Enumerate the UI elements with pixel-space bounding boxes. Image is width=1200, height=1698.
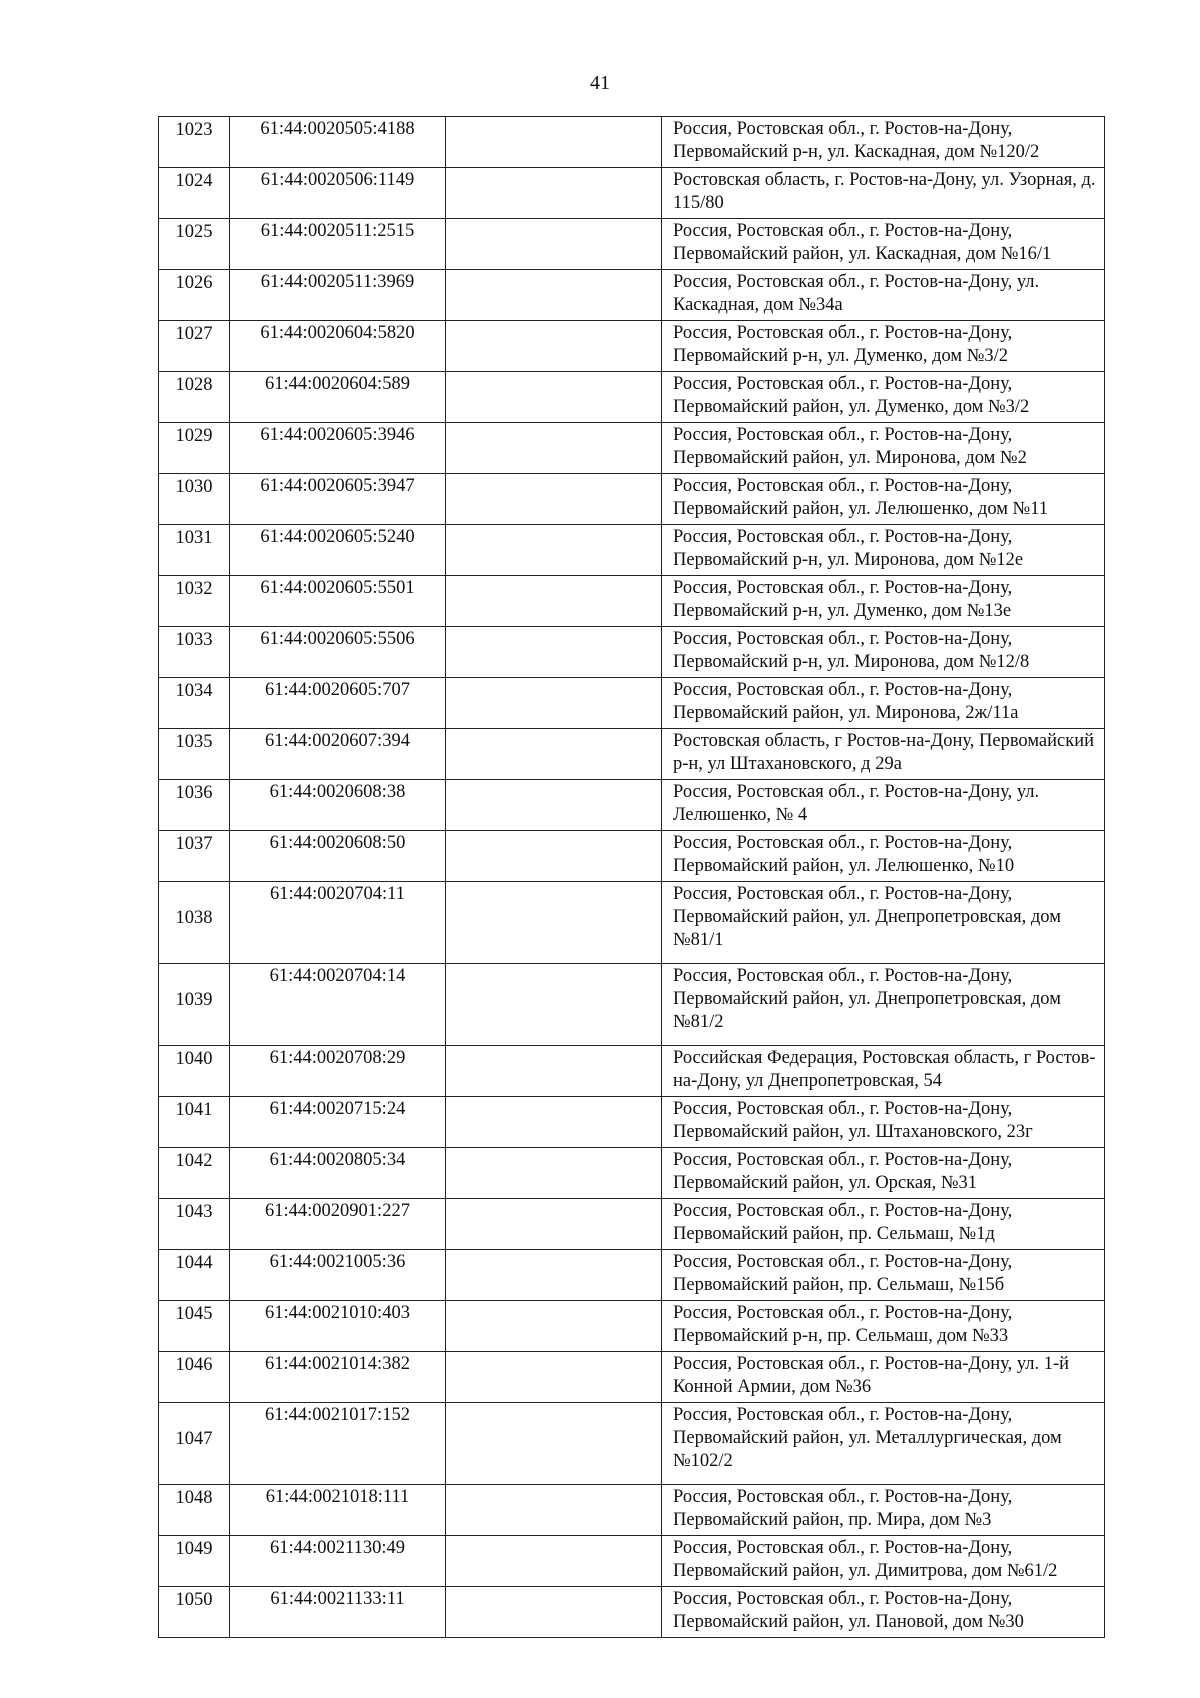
cadastral-number-cell: 61:44:0020708:29: [230, 1046, 446, 1097]
empty-cell: [446, 729, 662, 780]
address-cell: Россия, Ростовская обл., г. Ростов-на-Дону, Первомайский район, пр. Мира, дом №3: [662, 1485, 1105, 1536]
table-row: [159, 882, 1105, 964]
empty-cell: [446, 525, 662, 576]
row-number-cell: 1033: [159, 627, 230, 678]
row-number-cell: 1028: [159, 372, 230, 423]
cadastral-number-cell: 61:44:0020605:5506: [230, 627, 446, 678]
cadastral-number-cell: 61:44:0020607:394: [230, 729, 446, 780]
address-cell: Россия, Ростовская обл., г. Ростов-на-Дону, Первомайский район, ул. Миронова, дом №2: [662, 423, 1105, 474]
table-row: [159, 964, 1105, 1046]
cadastral-number-cell: 61:44:0020605:707: [230, 678, 446, 729]
address-cell: Ростовская область, г Ростов-на-Дону, Первомайский р-н, ул Штахановского, д 29а: [662, 729, 1105, 780]
cadastral-number-cell: 61:44:0020715:24: [230, 1097, 446, 1148]
empty-cell: [446, 1587, 662, 1638]
table-row: [159, 831, 1105, 882]
empty-cell: [446, 423, 662, 474]
table-row: [159, 270, 1105, 321]
address-cell: Россия, Ростовская обл., г. Ростов-на-Дону, Первомайский район, ул. Димитрова, дом №61/2: [662, 1536, 1105, 1587]
table-row: [159, 1199, 1105, 1250]
table-row: [159, 1403, 1105, 1485]
row-number-cell: 1023: [159, 117, 230, 168]
address-cell: Россия, Ростовская обл., г. Ростов-на-Дону, Первомайский р-н, ул. Миронова, дом №12е: [662, 525, 1105, 576]
row-number-cell: 1043: [159, 1199, 230, 1250]
empty-cell: [446, 1046, 662, 1097]
empty-cell: [446, 1199, 662, 1250]
cadastral-number-cell: 61:44:0021133:11: [230, 1587, 446, 1638]
row-number-cell: 1030: [159, 474, 230, 525]
empty-cell: [446, 576, 662, 627]
cadastral-number-cell: 61:44:0021018:111: [230, 1485, 446, 1536]
row-number-cell: 1032: [159, 576, 230, 627]
cadastral-number-cell: 61:44:0021017:152: [230, 1403, 446, 1485]
table-row: [159, 1485, 1105, 1536]
row-number-cell: 1042: [159, 1148, 230, 1199]
table-row: [159, 321, 1105, 372]
cadastral-number-cell: 61:44:0020506:1149: [230, 168, 446, 219]
table-row: [159, 1097, 1105, 1148]
address-cell: Россия, Ростовская обл., г. Ростов-на-Дону, Первомайский р-н, ул. Думенко, дом №13е: [662, 576, 1105, 627]
cadastral-number-cell: 61:44:0020605:5240: [230, 525, 446, 576]
table-row: [159, 1352, 1105, 1403]
row-number-cell: 1046: [159, 1352, 230, 1403]
cadastral-number-cell: 61:44:0020608:50: [230, 831, 446, 882]
row-number-cell: 1034: [159, 678, 230, 729]
table-row: [159, 168, 1105, 219]
empty-cell: [446, 474, 662, 525]
row-number-cell: 1040: [159, 1046, 230, 1097]
address-cell: Россия, Ростовская обл., г. Ростов-на-Дону, Первомайский р-н, ул. Миронова, дом №12/8: [662, 627, 1105, 678]
address-cell: Россия, Ростовская обл., г. Ростов-на-Дону, Первомайский район, ул. Орская, №31: [662, 1148, 1105, 1199]
address-cell: Россия, Ростовская обл., г. Ростов-на-Дону, Первомайский район, ул. Штахановского, 23г: [662, 1097, 1105, 1148]
address-cell: Россия, Ростовская обл., г. Ростов-на-Дону, Первомайский район, пр. Сельмаш, №15б: [662, 1250, 1105, 1301]
row-number-cell: 1027: [159, 321, 230, 372]
cadastral-number-cell: 61:44:0021005:36: [230, 1250, 446, 1301]
table-row: [159, 1046, 1105, 1097]
address-cell: Россия, Ростовская обл., г. Ростов-на-Дону, Первомайский район, ул. Лелюшенко, №10: [662, 831, 1105, 882]
address-cell: Россия, Ростовская обл., г. Ростов-на-Дону, Первомайский район, ул. Думенко, дом №3/2: [662, 372, 1105, 423]
cadastral-number-cell: 61:44:0021014:382: [230, 1352, 446, 1403]
row-number-cell: 1038: [159, 882, 230, 964]
cadastral-number-cell: 61:44:0021010:403: [230, 1301, 446, 1352]
address-cell: Россия, Ростовская обл., г. Ростов-на-Дону, Первомайский район, ул. Днепропетровская, дом №81/2: [662, 964, 1105, 1046]
table-row: [159, 1536, 1105, 1587]
empty-cell: [446, 1250, 662, 1301]
cadastral-number-cell: 61:44:0020704:11: [230, 882, 446, 964]
empty-cell: [446, 831, 662, 882]
empty-cell: [446, 1485, 662, 1536]
table-row: [159, 780, 1105, 831]
empty-cell: [446, 678, 662, 729]
table-row: [159, 729, 1105, 780]
empty-cell: [446, 1148, 662, 1199]
address-cell: Россия, Ростовская обл., г. Ростов-на-Дону, Первомайский район, ул. Пановой, дом №30: [662, 1587, 1105, 1638]
address-cell: Российская Федерация, Ростовская область, г Ростов-на-Дону, ул Днепропетровская, 54: [662, 1046, 1105, 1097]
cadastral-number-cell: 61:44:0020605:5501: [230, 576, 446, 627]
empty-cell: [446, 780, 662, 831]
cadastral-number-cell: 61:44:0020605:3946: [230, 423, 446, 474]
empty-cell: [446, 270, 662, 321]
table-body: [159, 117, 1105, 1638]
address-cell: Россия, Ростовская обл., г. Ростов-на-Дону, Первомайский район, ул. Лелюшенко, дом №11: [662, 474, 1105, 525]
row-number-cell: 1031: [159, 525, 230, 576]
cadastral-number-cell: 61:44:0020511:2515: [230, 219, 446, 270]
table-row: [159, 474, 1105, 525]
address-cell: Россия, Ростовская обл., г. Ростов-на-Дону, ул. 1-й Конной Армии, дом №36: [662, 1352, 1105, 1403]
address-cell: Россия, Ростовская обл., г. Ростов-на-Дону, Первомайский район, ул. Миронова, 2ж/11а: [662, 678, 1105, 729]
address-cell: Россия, Ростовская обл., г. Ростов-на-Дону, Первомайский район, пр. Сельмаш, №1д: [662, 1199, 1105, 1250]
row-number-cell: 1025: [159, 219, 230, 270]
row-number-cell: 1024: [159, 168, 230, 219]
address-cell: Россия, Ростовская обл., г. Ростов-на-Дону, Первомайский р-н, ул. Каскадная, дом №120/2: [662, 117, 1105, 168]
empty-cell: [446, 321, 662, 372]
table-row: [159, 372, 1105, 423]
empty-cell: [446, 1301, 662, 1352]
row-number-cell: 1029: [159, 423, 230, 474]
row-number-cell: 1035: [159, 729, 230, 780]
cadastral-number-cell: 61:44:0020608:38: [230, 780, 446, 831]
cadastral-number-cell: 61:44:0020604:589: [230, 372, 446, 423]
table-row: [159, 1587, 1105, 1638]
empty-cell: [446, 627, 662, 678]
table-row: [159, 678, 1105, 729]
address-cell: Россия, Ростовская обл., г. Ростов-на-Дону, ул. Каскадная, дом №34а: [662, 270, 1105, 321]
empty-cell: [446, 1536, 662, 1587]
empty-cell: [446, 882, 662, 964]
empty-cell: [446, 168, 662, 219]
table-row: [159, 1250, 1105, 1301]
row-number-cell: 1048: [159, 1485, 230, 1536]
row-number-cell: 1041: [159, 1097, 230, 1148]
empty-cell: [446, 219, 662, 270]
address-cell: Ростовская область, г. Ростов-на-Дону, ул. Узорная, д. 115/80: [662, 168, 1105, 219]
empty-cell: [446, 372, 662, 423]
cadastral-table: [158, 116, 1105, 1638]
table-row: [159, 219, 1105, 270]
row-number-cell: 1047: [159, 1403, 230, 1485]
cadastral-number-cell: 61:44:0020704:14: [230, 964, 446, 1046]
empty-cell: [446, 117, 662, 168]
address-cell: Россия, Ростовская обл., г. Ростов-на-Дону, Первомайский р-н, пр. Сельмаш, дом №33: [662, 1301, 1105, 1352]
row-number-cell: 1039: [159, 964, 230, 1046]
empty-cell: [446, 1352, 662, 1403]
address-cell: Россия, Ростовская обл., г. Ростов-на-Дону, Первомайский район, ул. Каскадная, дом №16/1: [662, 219, 1105, 270]
table-row: [159, 423, 1105, 474]
table-row: [159, 1301, 1105, 1352]
address-cell: Россия, Ростовская обл., г. Ростов-на-Дону, Первомайский р-н, ул. Думенко, дом №3/2: [662, 321, 1105, 372]
empty-cell: [446, 1403, 662, 1485]
row-number-cell: 1037: [159, 831, 230, 882]
row-number-cell: 1045: [159, 1301, 230, 1352]
row-number-cell: 1050: [159, 1587, 230, 1638]
table-row: [159, 627, 1105, 678]
empty-cell: [446, 1097, 662, 1148]
cadastral-number-cell: 61:44:0021130:49: [230, 1536, 446, 1587]
cadastral-number-cell: 61:44:0020805:34: [230, 1148, 446, 1199]
cadastral-number-cell: 61:44:0020505:4188: [230, 117, 446, 168]
address-cell: Россия, Ростовская обл., г. Ростов-на-Дону, ул. Лелюшенко, № 4: [662, 780, 1105, 831]
cadastral-number-cell: 61:44:0020901:227: [230, 1199, 446, 1250]
cadastral-number-cell: 61:44:0020511:3969: [230, 270, 446, 321]
row-number-cell: 1049: [159, 1536, 230, 1587]
row-number-cell: 1026: [159, 270, 230, 321]
table-row: [159, 525, 1105, 576]
cadastral-number-cell: 61:44:0020604:5820: [230, 321, 446, 372]
table-row: [159, 117, 1105, 168]
address-cell: Россия, Ростовская обл., г. Ростов-на-Дону, Первомайский район, ул. Металлургическая, дом №102/2: [662, 1403, 1105, 1485]
row-number-cell: 1036: [159, 780, 230, 831]
table-row: [159, 576, 1105, 627]
page-number: 41: [590, 72, 610, 94]
table-row: [159, 1148, 1105, 1199]
address-cell: Россия, Ростовская обл., г. Ростов-на-Дону, Первомайский район, ул. Днепропетровская, дом №81/1: [662, 882, 1105, 964]
empty-cell: [446, 964, 662, 1046]
cadastral-number-cell: 61:44:0020605:3947: [230, 474, 446, 525]
row-number-cell: 1044: [159, 1250, 230, 1301]
